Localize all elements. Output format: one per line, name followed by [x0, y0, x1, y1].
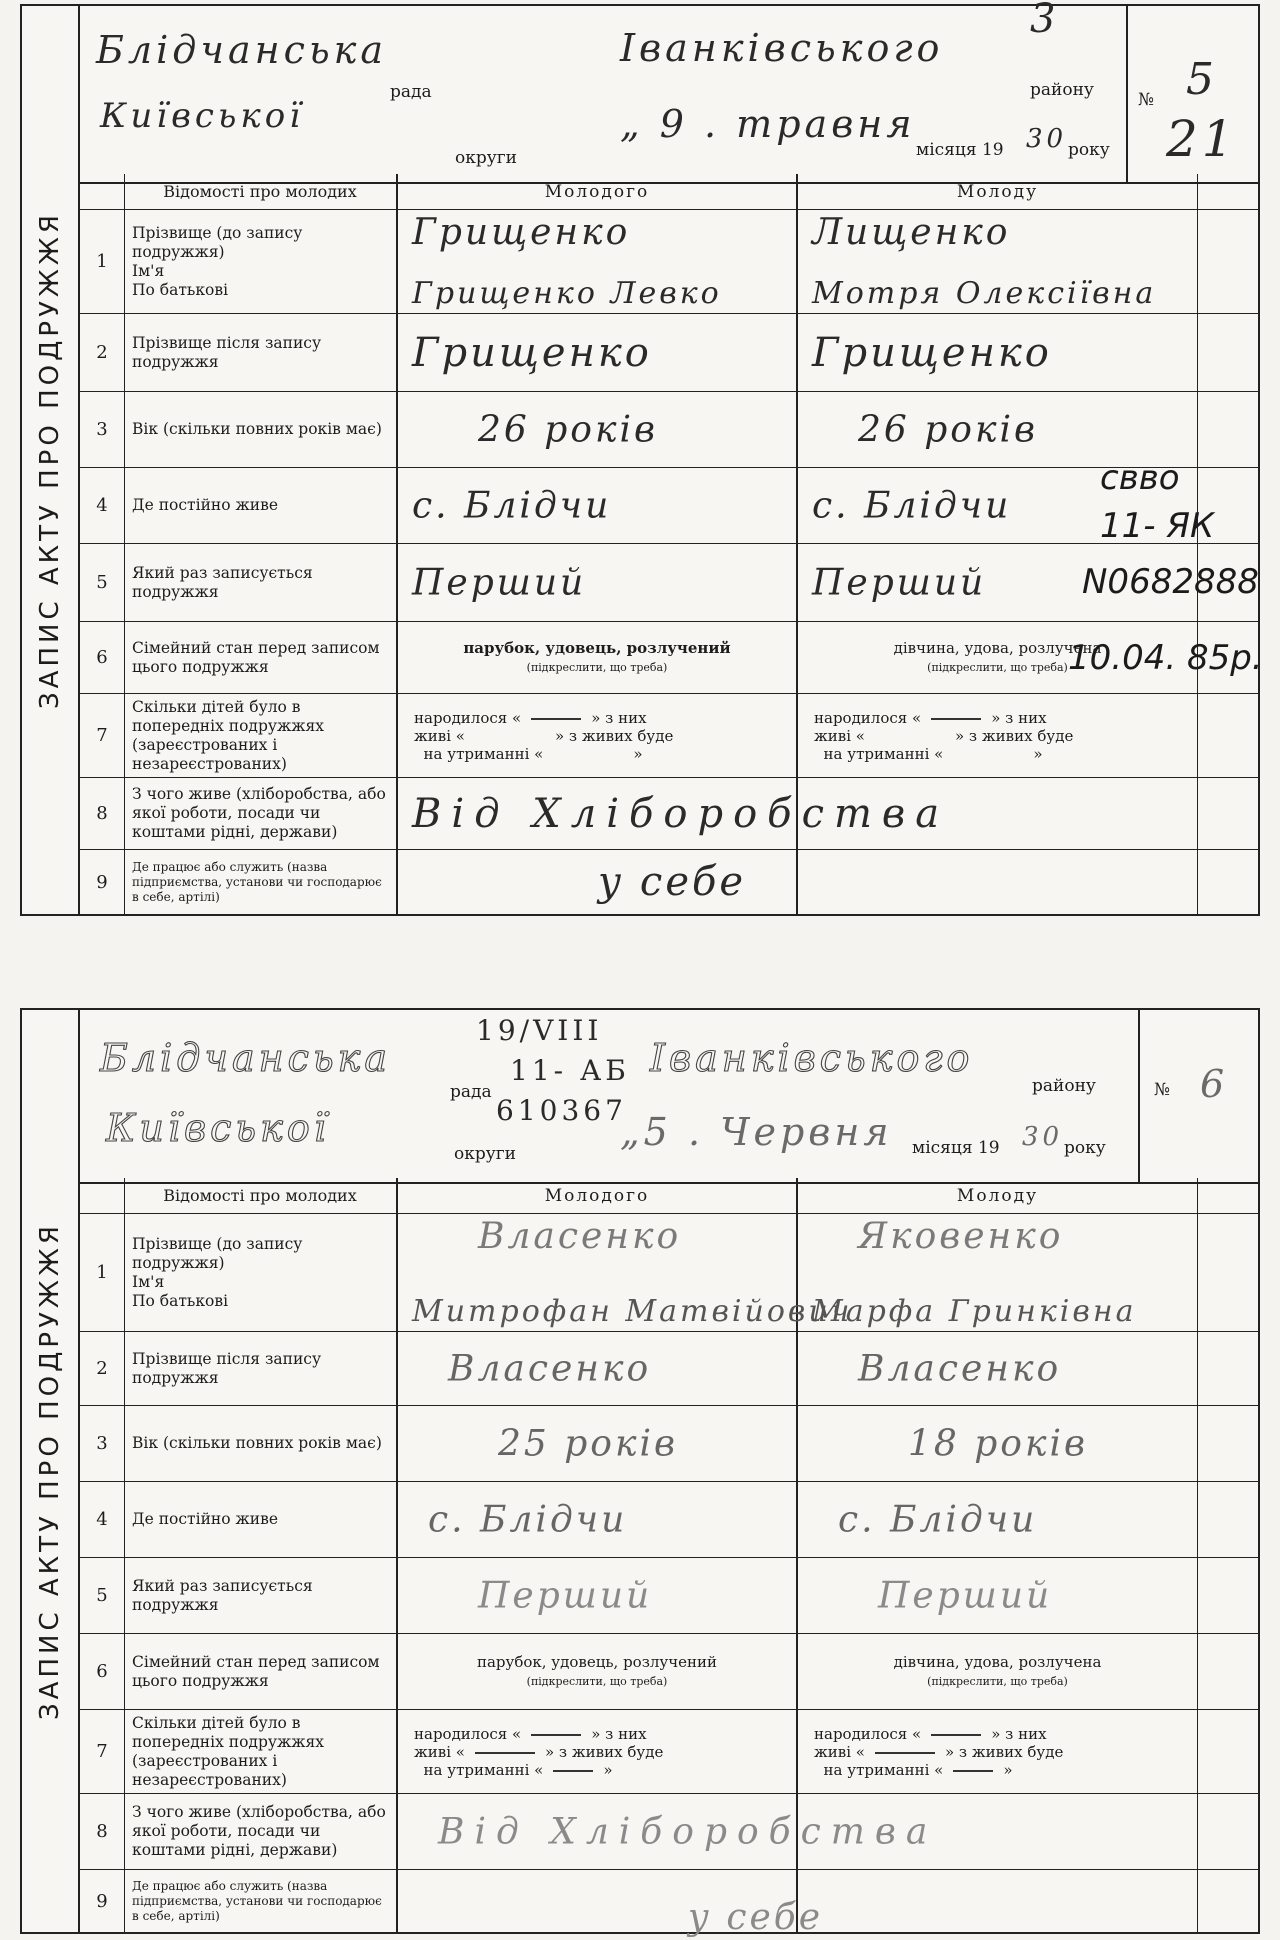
table-row: 6 Сімейний стан перед записом цього подружжя парубок, удовець, розлучений (підкреслити, що треба) дівчина, удова, розлучена (підкреслити, що треба): [80, 1634, 1258, 1710]
table-row: 9 Де працює або служить (назва підприємства, установи чи господарює в себе, артілі) у себе: [80, 850, 1258, 914]
workplace: у себе: [688, 1897, 824, 1938]
header-groom: Молодого: [398, 174, 798, 209]
groom-children: народилося « » з них живі « » з живих буде на утриманні « »: [414, 708, 674, 763]
groom-surname: Власенко: [478, 1216, 682, 1257]
header-num: [80, 174, 125, 209]
livelihood: Від Хліборобства: [412, 790, 950, 837]
year-label: року: [1068, 140, 1110, 160]
record-number-2: 21: [1166, 110, 1238, 168]
record-header: [80, 1010, 1258, 1184]
number-label: №: [1138, 90, 1155, 110]
raion-label: району: [1030, 80, 1094, 100]
table-row: 7 Скільки дітей було в попередніх подружжях (зареєстрованих і незареєстрованих) народилося « » з них живі « » з живих буде на утриманні « » народилося « » з них живі « » з живих буде на утриманні « »: [80, 1710, 1258, 1794]
record-number: 5: [1186, 54, 1218, 105]
table-row: 8 З чого живе (хліборобства, або якої роботи, посади чи коштами рідні, держави) Від Хліборобства: [80, 778, 1258, 850]
stamp-number: 610367: [496, 1094, 627, 1127]
table-row: 3 Вік (скільки повних років має) 26 років 26 років: [80, 392, 1258, 468]
table-row: 6 Сімейний стан перед записом цього подружжя парубок, удовець, розлучений (підкреслити, що треба) дівчина, удова, розлучена (підкреслити, що треба): [80, 622, 1258, 694]
year-value: 30: [1026, 124, 1068, 154]
number-box: [1138, 1010, 1258, 1182]
table-row: 9 Де працює або служить (назва підприємства, установи чи господарює в себе, артілі) у себе: [80, 1870, 1258, 1932]
month-label: місяця 19: [912, 1138, 1000, 1158]
annotation-svvo: свво: [1100, 458, 1180, 498]
day-value: „5 . Червня: [620, 1110, 893, 1154]
bride-age: 18 років: [908, 1423, 1088, 1464]
groom-status-options: парубок, удовець, розлучений: [463, 638, 731, 657]
table-row: 3 Вік (скільки повних років має) 25 років 18 років: [80, 1406, 1258, 1482]
marriage-record-5: [20, 0, 1263, 916]
groom-times: Перший: [412, 562, 587, 603]
groom-name: Грищенко Левко: [412, 276, 722, 311]
table-row: 2 Прізвище після запису подружжя Власенко Власенко: [80, 1332, 1258, 1406]
rada-name: Блідчанська: [100, 1036, 391, 1080]
bride-times: Перший: [812, 562, 987, 603]
okruha-name: Київської: [106, 1106, 330, 1150]
groom-surname: Грищенко: [412, 212, 631, 253]
year-label: року: [1064, 1138, 1106, 1158]
bride-status-options: дівчина, удова, розлучена: [893, 1652, 1102, 1671]
groom-age: 26 років: [478, 409, 658, 450]
rada-label: рада: [390, 82, 432, 102]
record-table: [80, 1178, 1258, 1938]
bride-age: 26 років: [858, 409, 1038, 450]
annotation-number: N0682888: [1082, 562, 1259, 602]
table-row: 8 З чого живе (хліборобства, або якої роботи, посади чи коштами рідні, держави) Від Хліборобства: [80, 1794, 1258, 1870]
table-row: 4 Де постійно живе с. Блідчи с. Блідчи: [80, 1482, 1258, 1558]
table-row: 7 Скільки дітей було в попередніх подружжях (зареєстрованих і незареєстрованих) народилося « » з них живі « » з живих буде на утриманні « » народилося « » з них живі « » з живих буде на утриманні « »: [80, 694, 1258, 778]
table-row: 1 Прізвище (до запису подружжя) Ім'я По батькові Власенко Митрофан Матвійович Яковенко Марфа Гринківна: [80, 1214, 1258, 1332]
header-bride: Молоду: [798, 174, 1198, 209]
side-title: ЗАПИС АКТУ ПРО ПОДРУЖЖЯ: [22, 1010, 80, 1932]
table-row: 4 Де постійно живе с. Блідчи с. Блідчи: [80, 468, 1258, 544]
groom-surname-after: Грищенко: [412, 329, 652, 376]
record-header: [80, 0, 1258, 184]
stamp-series: 11- АБ: [510, 1054, 630, 1087]
bride-name: Мотря Олексіївна: [812, 276, 1157, 311]
bride-status-options: дівчина, удова, розлучена: [893, 638, 1102, 657]
rada-label: рада: [450, 1082, 492, 1102]
raion-name: Іванківського: [650, 1036, 974, 1080]
table-row: 1 Прізвище (до запису подружжя) Ім'я По батькові Грищенко Грищенко Левко Лищенко Мотря Олексіївна: [80, 210, 1258, 314]
livelihood: Від Хліборобства: [438, 1811, 938, 1852]
workplace: у себе: [598, 859, 747, 905]
bride-residence: с. Блідчи: [812, 485, 1012, 526]
record-table: [80, 174, 1258, 914]
bride-times: Перший: [878, 1575, 1053, 1616]
annotation-date: 10.04. 85р.: [1068, 638, 1263, 678]
groom-name: Митрофан Матвійович: [412, 1294, 853, 1329]
table-row: 2 Прізвище після запису подружжя Грищенко Грищенко: [80, 314, 1258, 392]
bride-surname-after: Власенко: [858, 1348, 1062, 1389]
okruha-name: Київської: [100, 96, 305, 136]
bride-surname: Лищенко: [812, 212, 1011, 253]
number-label: №: [1154, 1080, 1171, 1100]
record-number: 6: [1200, 1062, 1229, 1106]
groom-times: Перший: [478, 1575, 653, 1616]
okruhy-label: округи: [455, 148, 517, 168]
groom-status-options: парубок, удовець, розлучений: [476, 1652, 718, 1671]
year-value: 30: [1022, 1122, 1064, 1152]
groom-children: народилося « » з них живі « » з живих буде на утриманні « »: [414, 1724, 664, 1779]
header-label: Відомості про молодих: [124, 174, 398, 209]
page-mark: 3: [1030, 0, 1060, 42]
groom-surname-after: Власенко: [448, 1348, 652, 1389]
table-header: [80, 174, 1258, 210]
groom-residence: с. Блідчи: [412, 485, 612, 526]
table-header: Відомості про молодих Молодого Молоду: [80, 1178, 1258, 1214]
bride-children: народилося « » з них живі « » з живих буде на утриманні « »: [814, 1724, 1064, 1779]
bride-children: народилося « » з них живі « » з живих буде на утриманні « »: [814, 708, 1074, 763]
bride-residence: с. Блідчи: [838, 1499, 1038, 1540]
groom-residence: с. Блідчи: [428, 1499, 628, 1540]
bride-surname: Яковенко: [858, 1216, 1064, 1257]
rada-name: Блідчанська: [96, 28, 387, 72]
okruhy-label: округи: [454, 1144, 516, 1164]
raion-label: району: [1032, 1076, 1096, 1096]
bride-name: Марфа Гринківна: [812, 1294, 1137, 1329]
day-value: „ 9 . травня: [620, 102, 916, 146]
side-title: ЗАПИС АКТУ ПРО ПОДРУЖЖЯ: [22, 6, 80, 914]
raion-name: Іванківського: [620, 26, 944, 70]
groom-age: 25 років: [498, 1423, 678, 1464]
bride-surname-after: Грищенко: [812, 329, 1052, 376]
table-row: 5 Який раз записується подружжя Перший Перший: [80, 544, 1258, 622]
month-label: місяця 19: [916, 140, 1004, 160]
table-row: 5 Який раз записується подружжя Перший Перший: [80, 1558, 1258, 1634]
annotation-series: 11- ЯК: [1100, 506, 1215, 546]
stamp-date: 19/VIII: [476, 1014, 603, 1047]
marriage-record-6: [20, 1008, 1260, 1938]
